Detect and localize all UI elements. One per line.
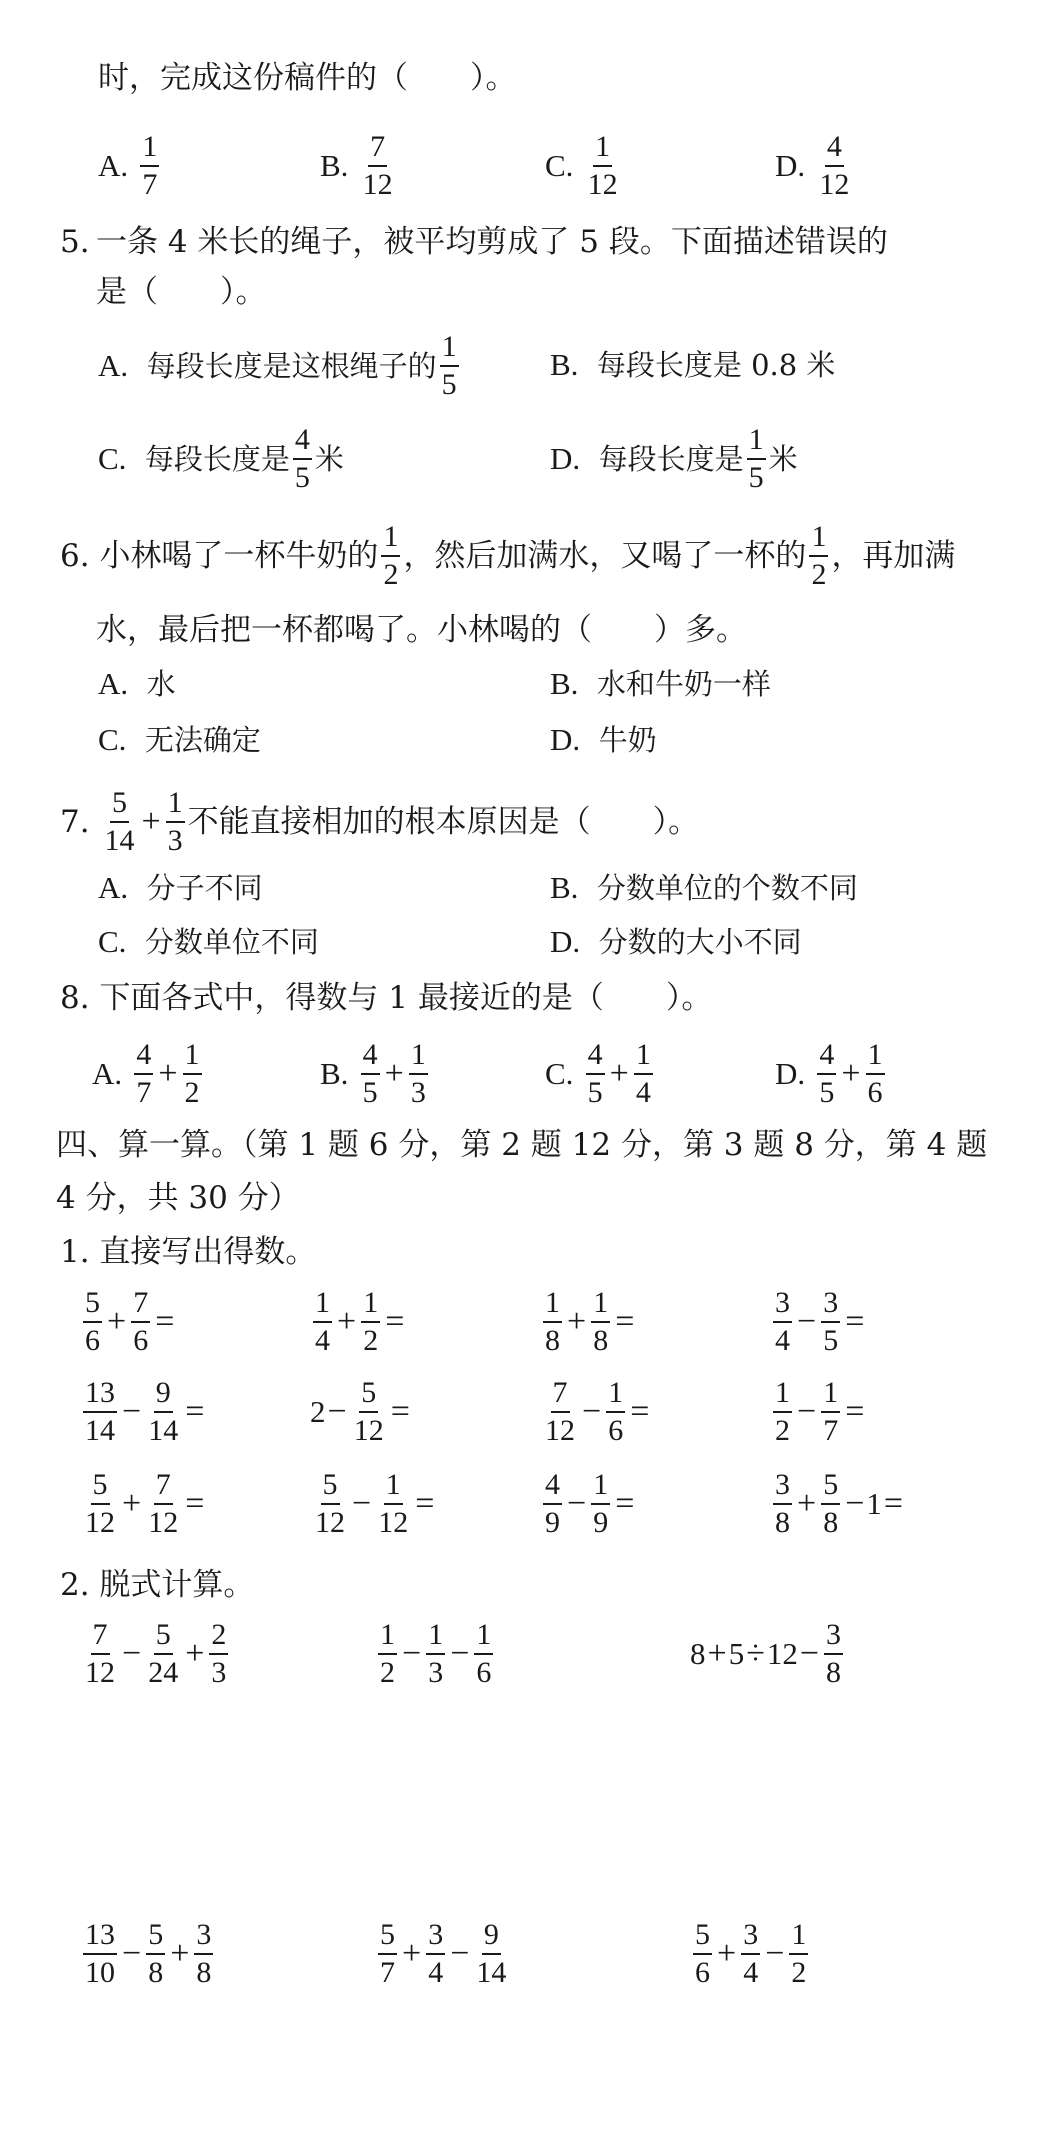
p2-expression [375,1620,496,1688]
q7-option-d[interactable]: D. 分数的大小不同 [550,924,802,959]
q8-option-d[interactable]: D. $\frac{4}{5}$ + $\frac{1}{6}$ [775,1038,883,1109]
q4-option-d[interactable]: D. $\frac{4}{12}$ [775,130,850,201]
fraction: $\frac{1}{3}$ [410,1038,426,1109]
fraction: $\frac{4}{9}$ [545,1468,560,1539]
q6-option-d[interactable]: D. 牛奶 [550,722,657,757]
operator: = [615,1485,635,1522]
fraction: $\frac{5}{8}$ [823,1468,839,1539]
operator: + [122,1485,142,1522]
fraction: $\frac{1}{12}$ [587,130,618,201]
operator: − [567,1485,587,1522]
fraction: $\frac{5}{7}$ [380,1918,395,1989]
fraction: $\frac{1}{2}$ [383,520,399,591]
p1-expression [310,1470,436,1538]
fraction: $\frac{1}{8}$ [545,1286,560,1357]
operator: − [450,1935,470,1972]
p2-expression [690,1920,811,1988]
q6-option-b[interactable]: B. 水和牛奶一样 [550,666,771,701]
fraction: $\frac{5}{6}$ [85,1286,100,1357]
p1-expression [310,1288,406,1356]
fraction: $\frac{7}{12}$ [85,1618,115,1689]
operator: + [717,1935,737,1972]
operator: − [122,1935,142,1972]
fraction: $\frac{5}{12}$ [315,1468,345,1539]
operator: − [352,1485,372,1522]
fraction: $\frac{3}{8}$ [826,1618,842,1689]
fraction: $\frac{5}{6}$ [695,1918,710,1989]
operator: + [107,1303,127,1340]
section4-heading-line2: 4 分，共 30 分） [56,1180,300,1216]
fraction: $\frac{1}{5}$ [748,423,764,494]
q4-option-a[interactable]: A. $\frac{1}{7}$ [98,130,158,201]
operator: = [385,1303,405,1340]
operator: = [845,1393,865,1430]
p2-expression [80,1920,216,1988]
fraction: $\frac{1}{3}$ [428,1618,444,1689]
operator: + [707,1635,727,1672]
q6-option-c[interactable]: C. 无法确定 [98,722,261,757]
fraction: $\frac{1}{4}$ [315,1286,330,1357]
operator: + [384,1055,404,1092]
fraction: $\frac{13}{10}$ [85,1918,115,1989]
fraction: $\frac{5}{14}$ [104,786,135,857]
q6-line2: 水，最后把一杯都喝了。小林喝的（ ）多。 [96,612,747,648]
p2-title: 2. 脱式计算。 [60,1567,255,1603]
operator: − [582,1393,602,1430]
fraction: $\frac{1}{2}$ [184,1038,200,1109]
operator: + [185,1635,205,1672]
operator: + [337,1303,357,1340]
p2-expression [375,1920,511,1988]
fraction: $\frac{3}{4}$ [743,1918,759,1989]
q7-option-c[interactable]: C. 分数单位不同 [98,924,319,959]
p1-expression [80,1378,206,1446]
fraction: $\frac{3}{8}$ [775,1468,790,1539]
fraction: $\frac{5}{8}$ [148,1918,164,1989]
p1-expression [80,1288,176,1356]
operator: = [883,1485,904,1522]
fraction: $\frac{1}{8}$ [593,1286,609,1357]
operator: − [845,1485,865,1522]
number: 1 [866,1486,882,1521]
q4-option-b[interactable]: B. $\frac{7}{12}$ [320,130,393,201]
q5-number: 5. [60,224,90,260]
operator: = [845,1303,865,1340]
number: 2 [310,1394,326,1429]
p1-expression [770,1378,866,1446]
fraction: $\frac{7}{12}$ [148,1468,179,1539]
operator: = [415,1485,435,1522]
q4-text-tail: 时，完成这份稿件的（ ）。 [98,60,517,96]
operator: − [122,1393,142,1430]
operator: − [122,1635,142,1672]
q5-option-a[interactable]: A. 每段长度是这根绳子的 $\frac{1}{5}$ [98,330,457,401]
section4-heading-line1: 四、算一算。（第 1 题 6 分，第 2 题 12 分，第 3 题 8 分，第 4 题 [56,1127,988,1163]
p1-expression [770,1470,905,1538]
operator: = [615,1303,635,1340]
fraction: $\frac{1}{6}$ [867,1038,883,1109]
fraction: $\frac{1}{6}$ [608,1376,624,1447]
fraction: $\frac{1}{3}$ [167,786,183,857]
p2-expression [690,1620,846,1688]
fraction: $\frac{4}{5}$ [587,1038,603,1109]
operator: = [185,1393,205,1430]
fraction: $\frac{1}{7}$ [142,130,158,201]
operator: − [797,1303,817,1340]
operator: = [390,1393,410,1430]
q5-option-c[interactable]: C. 每段长度是 $\frac{4}{5}$ 米 [98,423,344,494]
fraction: $\frac{1}{12}$ [378,1468,409,1539]
fraction: $\frac{5}{24}$ [148,1618,179,1689]
operator: ÷ [746,1635,765,1672]
p1-expression [310,1378,412,1446]
q5-option-d[interactable]: D. 每段长度是 $\frac{1}{5}$ 米 [550,423,798,494]
p1-expression [80,1470,206,1538]
p1-title: 1. 直接写出得数。 [60,1234,317,1270]
fraction: $\frac{1}{2}$ [363,1286,379,1357]
q7-option-a[interactable]: A. 分子不同 [98,870,263,905]
operator: − [327,1393,347,1430]
number: 5 [728,1636,745,1671]
operator: = [155,1303,175,1340]
q7-line: 7. $\frac{5}{14}$ + $\frac{1}{3}$ 不能直接相加的根本原因是（ ）。 [60,786,700,857]
operator: − [799,1635,820,1672]
fraction: $\frac{3}{4}$ [775,1286,790,1357]
q8-option-c[interactable]: C. $\frac{4}{5}$ + $\frac{1}{4}$ [545,1038,651,1109]
fraction: $\frac{1}{2}$ [380,1618,395,1689]
fraction: $\frac{7}{6}$ [133,1286,149,1357]
q7-option-b[interactable]: B. 分数单位的个数不同 [550,870,858,905]
operator: − [450,1635,470,1672]
q8-option-b[interactable]: B. $\frac{4}{5}$ + $\frac{1}{3}$ [320,1038,426,1109]
fraction: $\frac{1}{2}$ [775,1376,790,1447]
q8-option-a[interactable]: A. $\frac{4}{7}$ + $\frac{1}{2}$ [92,1038,200,1109]
operator: − [765,1935,785,1972]
q6-line1: 6. 小林喝了一杯牛奶的 $\frac{1}{2}$ ，然后加满水，又喝了一杯的 $\frac{1}{2}$ ，再加满 [60,520,956,591]
operator: + [841,1055,861,1092]
fraction: $\frac{13}{14}$ [85,1376,115,1447]
operator: − [402,1635,422,1672]
q5-line1: 一条 4 米长的绳子，被平均剪成了 5 段。下面描述错误的 [96,224,888,260]
operator: + [609,1055,629,1092]
fraction: $\frac{3}{4}$ [428,1918,444,1989]
p2-expression [80,1620,231,1688]
operator: = [630,1393,650,1430]
fraction: $\frac{1}{6}$ [476,1618,492,1689]
q5-option-b[interactable]: B. 每段长度是 0.8 米 [550,347,836,382]
operator: + [402,1935,422,1972]
operator: + [797,1485,817,1522]
fraction: $\frac{9}{14}$ [476,1918,507,1989]
q4-option-c[interactable]: C. $\frac{1}{12}$ [545,130,618,201]
fraction: $\frac{1}{7}$ [823,1376,839,1447]
operator: + [170,1935,190,1972]
fraction: $\frac{1}{2}$ [811,520,827,591]
fraction: $\frac{1}{2}$ [791,1918,807,1989]
p1-expression [540,1470,636,1538]
fraction: $\frac{4}{12}$ [819,130,850,201]
operator: + [567,1303,587,1340]
operator: + [158,1055,178,1092]
fraction: $\frac{7}{12}$ [362,130,393,201]
q5-line2: 是（ ）。 [96,274,267,310]
fraction: $\frac{5}{12}$ [353,1376,384,1447]
number: 8 [690,1636,706,1671]
fraction: $\frac{9}{14}$ [148,1376,179,1447]
q6-option-a[interactable]: A. 水 [98,666,176,701]
fraction: $\frac{4}{7}$ [136,1038,152,1109]
fraction: $\frac{2}{3}$ [211,1618,227,1689]
p1-expression [540,1378,651,1446]
fraction: $\frac{1}{4}$ [635,1038,651,1109]
operator: − [797,1393,817,1430]
fraction: $\frac{7}{12}$ [545,1376,575,1447]
operator: = [185,1485,205,1522]
fraction: $\frac{4}{5}$ [294,423,310,494]
p1-expression [540,1288,636,1356]
fraction: $\frac{4}{5}$ [362,1038,378,1109]
fraction: $\frac{1}{9}$ [593,1468,609,1539]
number: 12 [766,1636,798,1671]
fraction: $\frac{1}{5}$ [441,330,457,401]
fraction: $\frac{3}{5}$ [823,1286,839,1357]
fraction: $\frac{3}{8}$ [196,1918,212,1989]
fraction: $\frac{4}{5}$ [819,1038,835,1109]
p1-expression [770,1288,866,1356]
q8-line: 8. 下面各式中，得数与 1 最接近的是（ ）。 [60,980,713,1016]
fraction: $\frac{5}{12}$ [85,1468,115,1539]
